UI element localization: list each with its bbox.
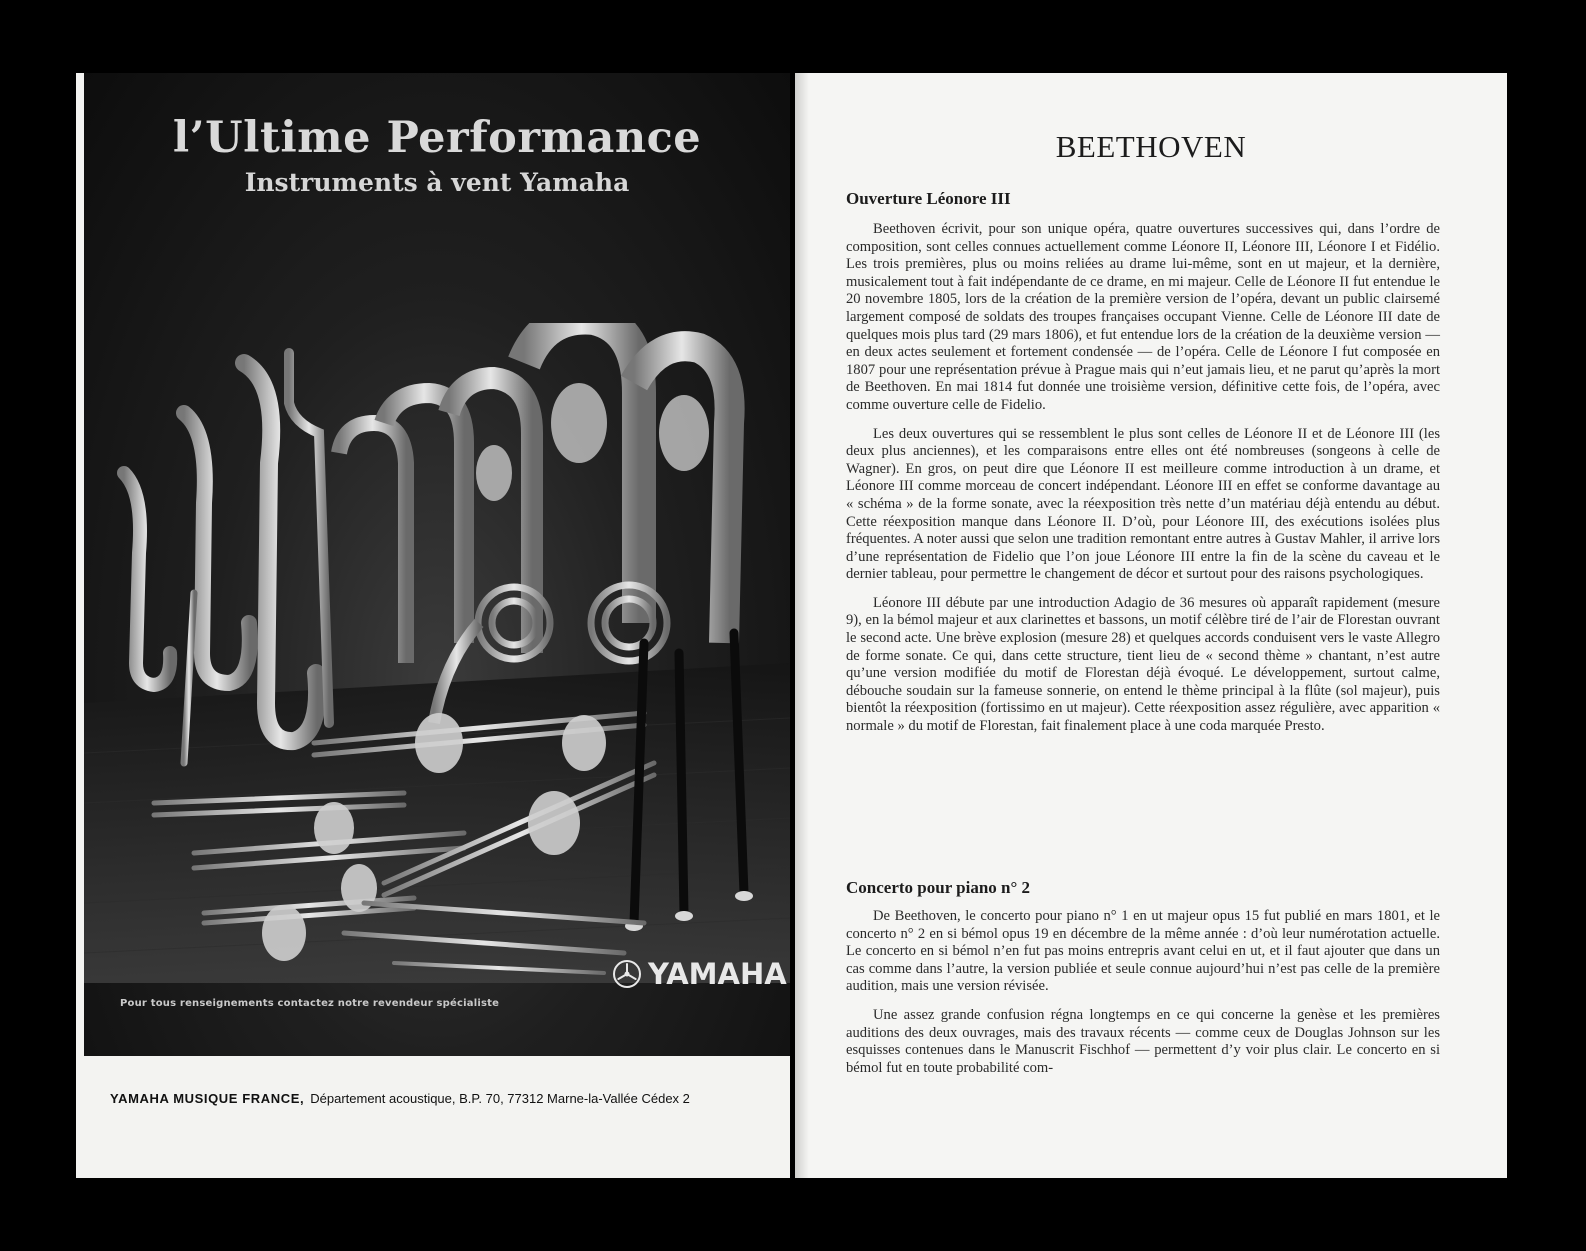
left-page-advert <box>76 73 790 1178</box>
paragraph: Beethoven écrivit, pour son unique opéra, quatre ouvertures successives qui, dans l’ordre de composition, sont celles connues actuellement comme Léonore II, Léonore III, Léonore I et Fidélio. Les trois premières, plus ou moins reliées au drame lui-même, sont en ut majeur, et la dernière, musicalement tout à fait indépendante de ce drame, en mi majeur. Celle de Léonore II fut entendue le 20 novembre 1805, lors de la création de la première version de l’opéra, devant un public clairsemé largement composé de soldats des troupes françaises occupant Vienne. Celle de Léonore III date de quelques mois plus tard (29 mars 1806), et fut entendue lors de la création de la deuxième version — en deux actes seulement et fortement condensée — de l’opéra. Celle de Léonore I fut composée en 1807 pour une représentation prévue à Prague mais qui n’eut jamais lieu, et ne parut qu’après la mort de Beethoven. En mai 1814 fut donnée une troisième version, définitive cette fois, de l’opéra, avec comme ouverture celle de Fidelio. <box>846 221 1440 413</box>
advert-footer <box>110 1091 690 1106</box>
section-heading-leonore: Ouverture Léonore III <box>846 189 1011 208</box>
footer-address: Département acoustique, B.P. 70, 77312 Marne-la-Vallée Cédex 2 <box>310 1091 690 1106</box>
paragraph: Une assez grande confusion régna longtemps en ce qui concerne la genèse et les premières auditions des deux ouvrages, mais des travaux récents — comme ceux de Douglas Johnson sur les esquisses contenues dans le Manuscrit Fischhof — permettent d’y voir plus clair. Le concerto en si bémol fut en toute probabilité com- <box>846 1006 1440 1076</box>
yamaha-brand <box>612 957 787 991</box>
paragraph: Les deux ouvertures qui se ressemblent le plus sont celles de Léonore II et de Léonore III (les deux plus anciennes), et les comparaisons entre elles ont été nombreuses (songeons à celle de Wagner). En gros, on peut dire que Léonore II est meilleure comme introduction à un drame, et Léonore III comme morceau de concert indépendant. Léonore III en effet se conforme davantage au « schéma » de la forme sonate, avec la réexposition très nette d’un matériau déjà entendu au début. Cette réexposition manque dans Léonore II. D’où, pour Léonore III, des exécutions isolées plus fréquentes. A noter aussi que selon une tradition remontant entre autres à Gustav Mahler, il arrive lors d’une représentation de Fidelio que l’on joue Léonore III entre la fin de la scène du caveau et le dernier tableau, pour permettre le changement de décor et surtout pour des raisons psychologiques. <box>846 425 1440 583</box>
wind-instruments-illustration <box>84 323 790 983</box>
yamaha-tuning-fork-logo-icon <box>612 959 642 989</box>
advert-subtitle: Instruments à vent Yamaha <box>244 168 630 197</box>
right-page-article <box>795 73 1507 1178</box>
section-heading-concerto: Concerto pour piano n° 2 <box>846 878 1031 897</box>
advert-panel <box>84 73 790 1056</box>
article-title: BEETHOVEN <box>1055 129 1247 164</box>
paragraph: Léonore III débute par une introduction Adagio de 36 mesures où apparaît rapidement (mesure 9), en la bémol majeur et aux clarinettes et bassons, un motif célèbre tiré de l’air de Florestan ouvrant le second acte. Une brève explosion (mesure 28) et quelques accords conduisent vers le vaste Allegro de forme sonate. Ce qui, dans cette structure, tient lieu de « second thème » chantant, n’est autre qu’une version modifiée du motif de Florestan déjà évoqué. Le développement, surtout calme, débouche soudain sur la fameuse sonnerie, on entend le thème principal à la flûte (sol majeur), puis bientôt la réexposition (fortissimo en ut majeur). Cette réexposition assez régulière, avec apparition « normale » du motif de Florestan, fait finalement place à une coda marquée Presto. <box>846 594 1440 735</box>
paragraph: De Beethoven, le concerto pour piano n° 1 en ut majeur opus 15 fut publié en mars 1801, et le concerto n° 2 en si bémol opus 19 en décembre de la même année : d’où leur numérotation actuelle. Le concerto en si bémol n’en fut pas moins entrepris avant celui en ut, et il faut ajouter que dans un cas comme dans l’autre, la version publiée et seule connue aujourd’hui n’est pas celle de la première audition, mais une version révisée. <box>846 908 1440 995</box>
advert-contact-note: Pour tous renseignements contactez notre revendeur spécialiste <box>120 998 500 1009</box>
advert-title: l’Ultime Performance <box>172 113 702 163</box>
section-body-leonore <box>846 221 1440 747</box>
section-body-concerto <box>846 908 1440 1088</box>
yamaha-brand-name: YAMAHA <box>648 957 787 991</box>
footer-company: YAMAHA MUSIQUE FRANCE, <box>110 1091 305 1106</box>
